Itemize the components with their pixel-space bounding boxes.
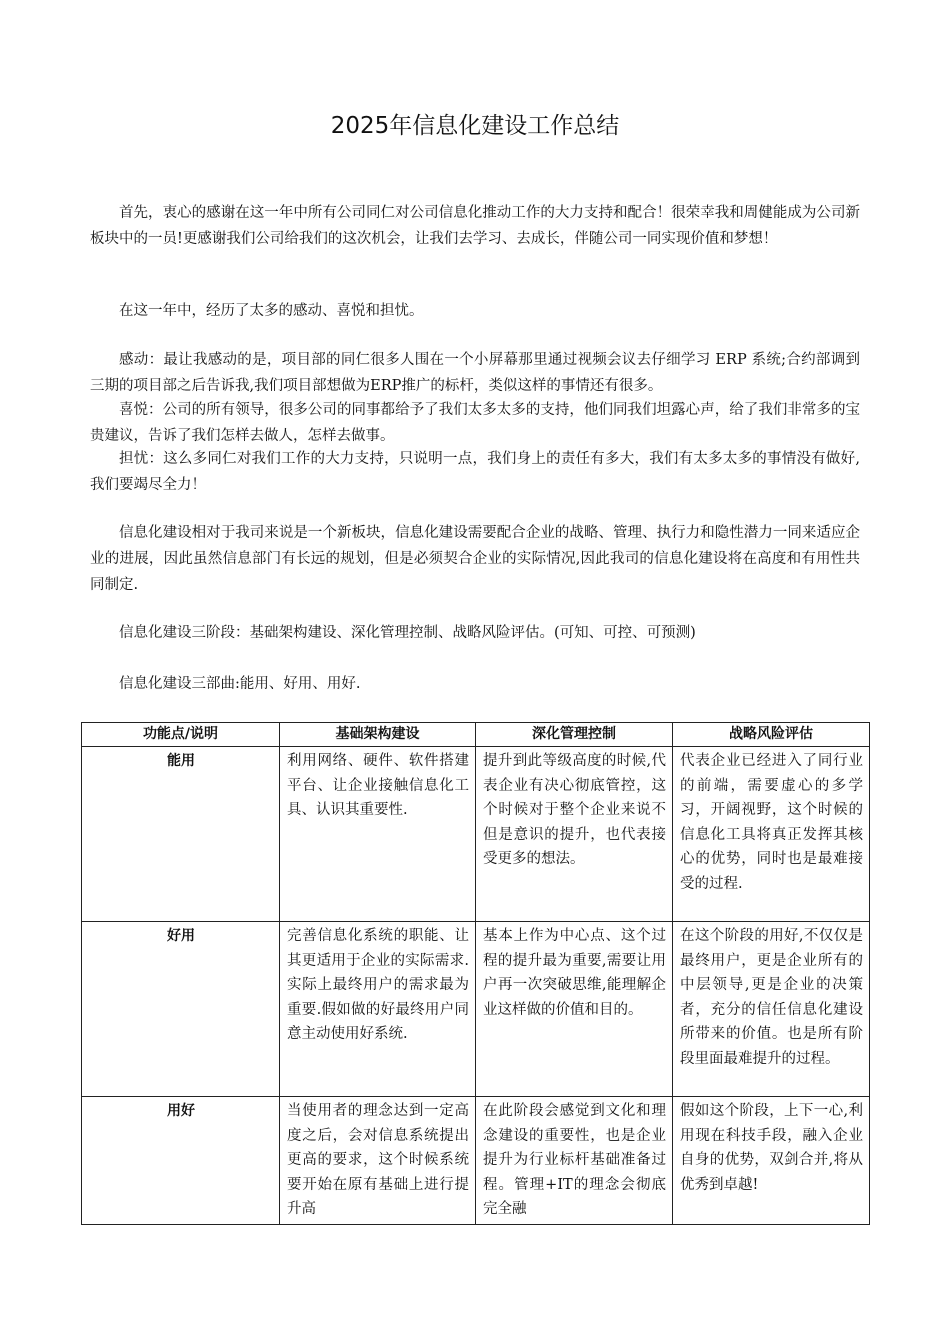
table-row (82, 922, 870, 1097)
table-cell: 基本上作为中心点、这个过程的提升最为重要,需要让用户再一次突破思维,能理解企业这样做的价值和目的。 (476, 922, 673, 1097)
table-cell: 提升到此等级高度的时候,代表企业有决心彻底管控，这个时候对于整个企业来说不但是意识的提升，也代表接受更多的想法。 (476, 747, 673, 922)
table-header-row (82, 723, 870, 747)
paragraph-year-feelings: 在这一年中，经历了太多的感动、喜悦和担忧。 (119, 303, 424, 319)
table-row (82, 1097, 870, 1225)
row-label-use-well: 用好 (82, 1097, 280, 1225)
header-function: 功能点/说明 (82, 723, 280, 747)
row-label-usable: 能用 (82, 747, 280, 922)
table-cell: 当使用者的理念达到一定高度之后，会对信息系统提出更高的要求，这个时候系统要开始在原有基础上进行提升高 (280, 1097, 476, 1225)
paragraph-moved: 感动：最让我感动的是，项目部的同仁很多人围在一个小屏幕那里通过视频会议去仔细学习 ERP 系统;合约部调到三期的项目部之后告诉我,我们项目部想做为ERP推广的标杆，类似这样的事情还有很多。 (90, 352, 860, 394)
stage-matrix-table (81, 722, 870, 1225)
row-label-easy-to-use: 好用 (82, 922, 280, 1097)
paragraph-joy: 喜悦：公司的所有领导，很多公司的同事都给予了我们太多太多的支持，他们同我们坦露心声，给了我们非常多的宝贵建议，告诉了我们怎样去做人，怎样去做事。 (90, 402, 860, 444)
header-infrastructure: 基础架构建设 (280, 723, 476, 747)
header-strategic-risk: 战略风险评估 (673, 723, 870, 747)
table-cell: 利用网络、硬件、软件搭建平台、让企业接触信息化工具、认识其重要性. (280, 747, 476, 922)
table-cell: 假如这个阶段，上下一心,利用现在科技手段，融入企业自身的优势，双剑合并,将从优秀到卓越! (673, 1097, 870, 1225)
table-row (82, 747, 870, 922)
table-cell: 完善信息化系统的职能、让其更适用于企业的实际需求.实际上最终用户的需求最为重要.假如做的好最终用户同意主动使用好系统. (280, 922, 476, 1097)
table-cell: 在此阶段会感觉到文化和理念建设的重要性，也是企业提升为行业标杆基础准备过程。管理+IT的理念会彻底完全融 (476, 1097, 673, 1225)
table-cell: 代表企业已经进入了同行业的前端，需要虚心的多学习，开阔视野，这个时候的信息化工具将真正发挥其核心的优势，同时也是最难接受的过程. (673, 747, 870, 922)
document-title: 2025年信息化建设工作总结 (330, 113, 620, 139)
header-deep-management: 深化管理控制 (476, 723, 673, 747)
paragraph-thanks: 首先，衷心的感谢在这一年中所有公司同仁对公司信息化推动工作的大力支持和配合！很荣幸我和周健能成为公司新板块中的一员!更感谢我们公司给我们的这次机会，让我们去学习、去成长，伴随公司一同实现价值和梦想！ (90, 205, 860, 247)
paragraph-new-sector: 信息化建设相对于我司来说是一个新板块，信息化建设需要配合企业的战略、管理、执行力和隐性潜力一同来适应企业的进展，因此虽然信息部门有长远的规划，但是必须契合企业的实际情况,因此我司的信息化建设将在高度和有用性共同制定. (90, 525, 860, 593)
table-cell: 在这个阶段的用好,不仅仅是最终用户，更是企业所有的中层领导,更是企业的决策者，充分的信任信息化建设所带来的价值。也是所有阶段里面最难提升的过程。 (673, 922, 870, 1097)
paragraph-three-stages: 信息化建设三阶段：基础架构建设、深化管理控制、战略风险评估。(可知、可控、可预测) (119, 625, 696, 641)
paragraph-worry: 担忧：这么多同仁对我们工作的大力支持，只说明一点，我们身上的责任有多大，我们有太多太多的事情没有做好,我们要竭尽全力！ (90, 451, 860, 493)
paragraph-three-steps: 信息化建设三部曲:能用、好用、用好. (119, 676, 361, 692)
